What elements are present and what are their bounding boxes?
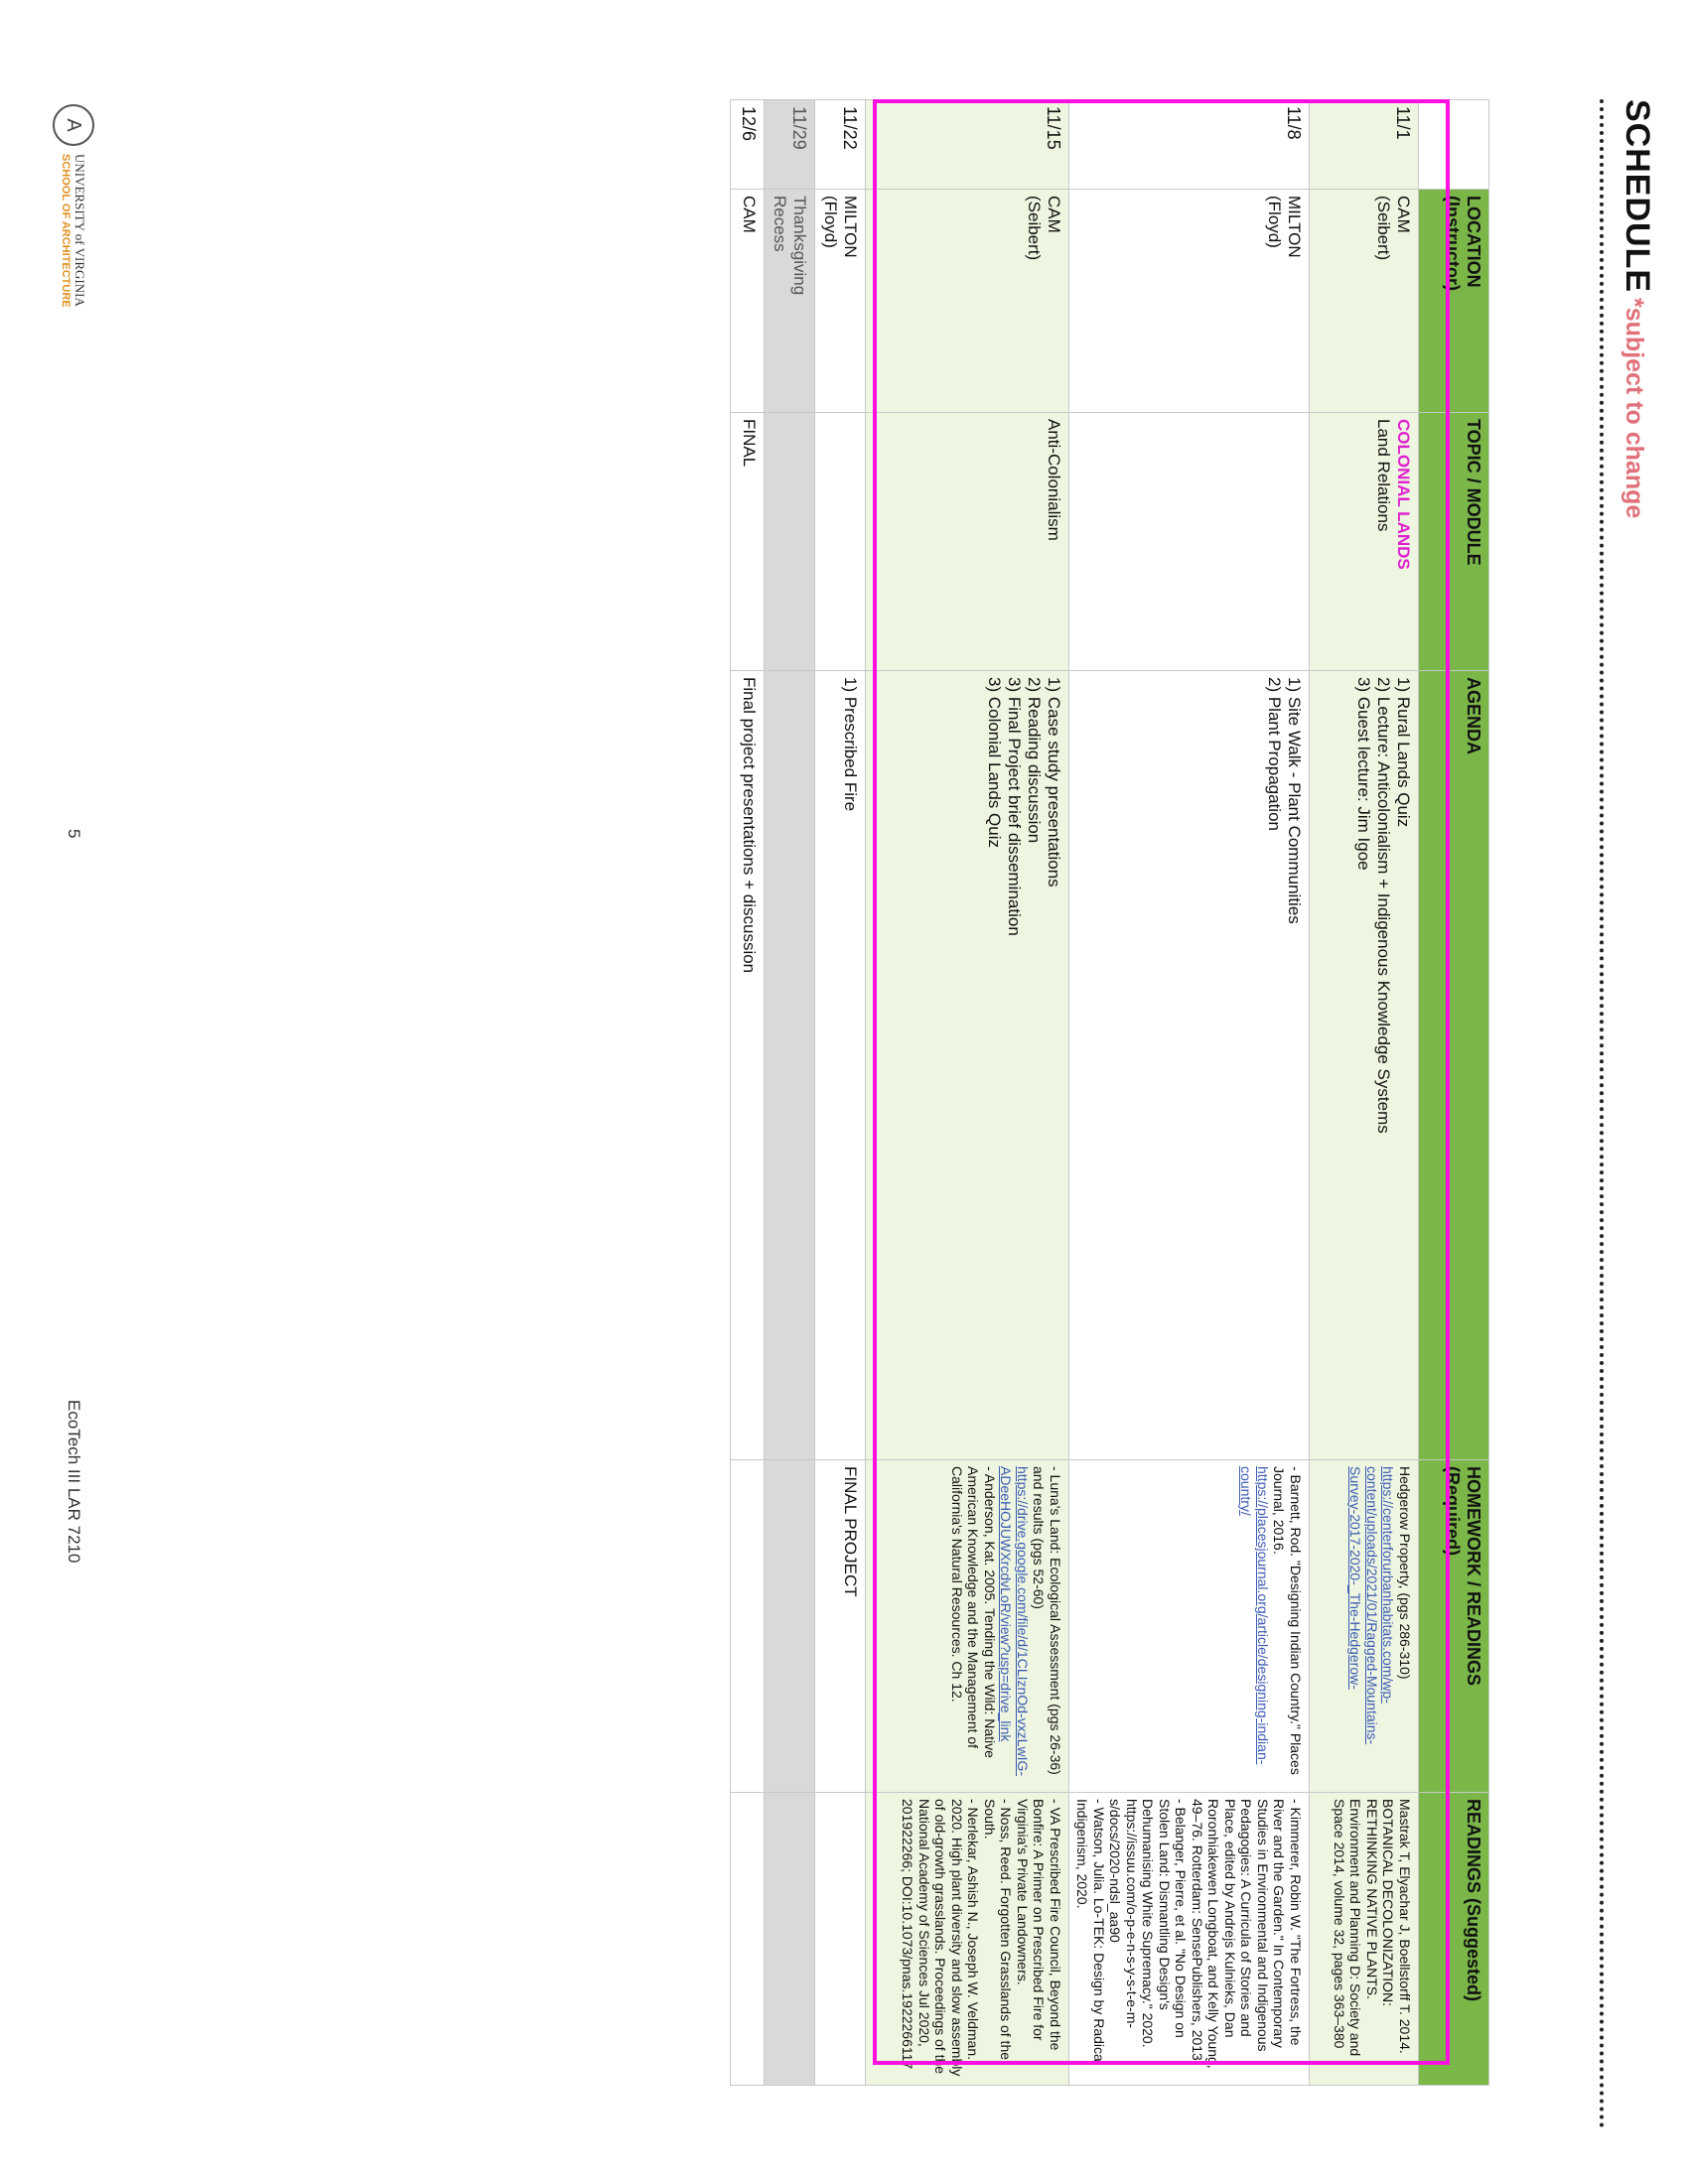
row-date: 11/22 bbox=[814, 100, 865, 190]
topic-text: Land Relations bbox=[1373, 419, 1393, 532]
topic-highlight: COLONIAL LANDS bbox=[1394, 419, 1413, 570]
row-suggested: - VA Prescribed Fire Council, Beyond the Bonfire: A Primer on Prescribed Fire for Virginia's Private Landowners. - Noss, Reed. Forgotten Grasslands of the South. - Nerlekar, Ashish N., Joseph W. Veldman. 2020. High plant diversity and slow assembly of old-growth grasslands. Proceedings of the National Academy of Sciences Jul 2020, 201922266; DOI:10.1073/pnas.1922266117 bbox=[865, 1793, 1068, 2086]
homework-text: Hedgerow Property, (pgs 286-310) bbox=[1397, 1466, 1413, 1680]
row-location: MILTON (Floyd) bbox=[1068, 190, 1309, 413]
row-homework bbox=[764, 1460, 814, 1793]
row-agenda: 1) Rural Lands Quiz 2) Lecture: Anticolonialism + Indigenous Knowledge Systems 3) Guest lecture: Jim Igoe bbox=[1310, 671, 1419, 1460]
homework-link[interactable]: https://centerforurbanhabitats.com/wp-content/uploads/2021/01/Ragged-Mountains-Survey-2017-2020-_The-Hedgerow- bbox=[1347, 1466, 1397, 1745]
row-location: CAM bbox=[730, 190, 764, 413]
row-location: MILTON (Floyd) bbox=[814, 190, 865, 413]
dotted-divider bbox=[1600, 99, 1604, 2129]
logo-university: UNIVERSITY of VIRGINIA bbox=[72, 154, 87, 307]
row-agenda: 1) Case study presentations 2) Reading discussion 3) Final Project brief dissemination 3) Colonial Lands Quiz bbox=[865, 671, 1068, 1460]
logo-school: SCHOOL OF ARCHITECTURE bbox=[60, 154, 71, 308]
homework-link[interactable]: https://drive.google.com/file/d/1CLIznOd-vxzLwIG-ADeeHOJUWXrcdvLoR/view?usp=drive_link bbox=[998, 1466, 1031, 1777]
table-row bbox=[764, 100, 814, 2086]
table-row bbox=[1310, 100, 1419, 2086]
row-date: 12/6 bbox=[730, 100, 764, 190]
row-location: Thanksgiving Recess bbox=[764, 190, 814, 413]
table-header-row bbox=[1419, 100, 1489, 2086]
row-topic: FINAL bbox=[730, 413, 764, 671]
row-agenda: 1) Site Walk - Plant Communities 2) Plant Propagation bbox=[1068, 671, 1309, 1460]
row-date: 11/15 bbox=[865, 100, 1068, 190]
homework-text: - Barnett, Rod. "Designing Indian Country." Places Journal, 2016. bbox=[1271, 1466, 1304, 1775]
table-row bbox=[730, 100, 764, 2086]
row-topic bbox=[764, 413, 814, 671]
page-title: SCHEDULE bbox=[1618, 99, 1656, 294]
row-agenda: 1) Prescribed Fire bbox=[814, 671, 865, 1460]
course-code: EcoTech III LAR 7210 bbox=[65, 1400, 83, 1564]
row-topic: Anti-Colonialism bbox=[865, 413, 1068, 671]
row-suggested bbox=[814, 1793, 865, 2086]
row-topic bbox=[1310, 413, 1419, 671]
homework-link[interactable]: https://placesjournal.org/article/designing-indian-country/ bbox=[1238, 1466, 1271, 1765]
row-homework bbox=[730, 1460, 764, 1793]
page-number: 5 bbox=[65, 829, 83, 839]
row-suggested bbox=[730, 1793, 764, 2086]
homework-text: - Luna's Land: Ecological Assessment (pgs 26-36) and results (pgs 52-60) bbox=[1031, 1466, 1063, 1775]
subject-to-change-note: *subject to change bbox=[1620, 298, 1648, 519]
row-suggested bbox=[764, 1793, 814, 2086]
header-suggested: READINGS (Suggested) bbox=[1419, 1793, 1489, 2086]
table-row bbox=[865, 100, 1068, 2086]
uva-logo bbox=[53, 104, 94, 308]
uva-emblem-icon: A bbox=[53, 104, 94, 146]
row-date: 11/29 bbox=[764, 100, 814, 190]
schedule-table bbox=[730, 99, 1489, 2086]
row-agenda bbox=[764, 671, 814, 1460]
header-date bbox=[1419, 100, 1489, 190]
row-suggested: Mastrak T, Elyachar J, Boellstorff T. 2014. BOTANICAL DECOLONIZATION: RETHINKING NATIVE PLANTS. Environment and Planning D: Society and Space 2014, volume 32, pages 363–380 bbox=[1310, 1793, 1419, 2086]
header-location: LOCATION (Instructor) bbox=[1419, 190, 1489, 413]
header-homework: HOMEWORK / READINGS (Required) bbox=[1419, 1460, 1489, 1793]
row-suggested: - Kimmerer, Robin W. "The Fortress, the River and the Garden." In Contemporary Studies in Environmental and Indigenous Pedagogies: A Curricula of Stories and Place, edited by Andrejs Kulnieks, Dan Roronhiakewen Longboat, and Kelly Young, 49–76. Rotterdam: SensePublishers, 2013. - Belanger, Pierre, et al. "No Design on Stolen Land: Dismantling Design's Dehumanising White Supremacy." 2020. https://issuu.com/o-p-e-n-s-y-s-t-e-m-s/docs/2020-ndsl_aa90 - Watson, Julia. Lo-TEK: Design by Radical Indigenism, 2020. bbox=[1068, 1793, 1309, 2086]
row-topic bbox=[1068, 413, 1309, 671]
row-location: CAM (Seibert) bbox=[1310, 190, 1419, 413]
row-date: 11/1 bbox=[1310, 100, 1419, 190]
row-date: 11/8 bbox=[1068, 100, 1309, 190]
row-homework: FINAL PROJECT bbox=[814, 1460, 865, 1793]
homework-text-2: - Anderson, Kat. 2005. Tending the Wild: Native American Knowledge and the Management of California's Natural Resources. Ch 12. bbox=[948, 1466, 998, 1758]
row-agenda: Final project presentations + discussion bbox=[730, 671, 764, 1460]
row-topic bbox=[814, 413, 865, 671]
table-row bbox=[1068, 100, 1309, 2086]
row-homework bbox=[865, 1460, 1068, 1793]
row-homework bbox=[1310, 1460, 1419, 1793]
header-agenda: AGENDA bbox=[1419, 671, 1489, 1460]
row-homework bbox=[1068, 1460, 1309, 1793]
row-location: CAM (Seibert) bbox=[865, 190, 1068, 413]
header-topic: TOPIC / MODULE bbox=[1419, 413, 1489, 671]
table-row bbox=[814, 100, 865, 2086]
